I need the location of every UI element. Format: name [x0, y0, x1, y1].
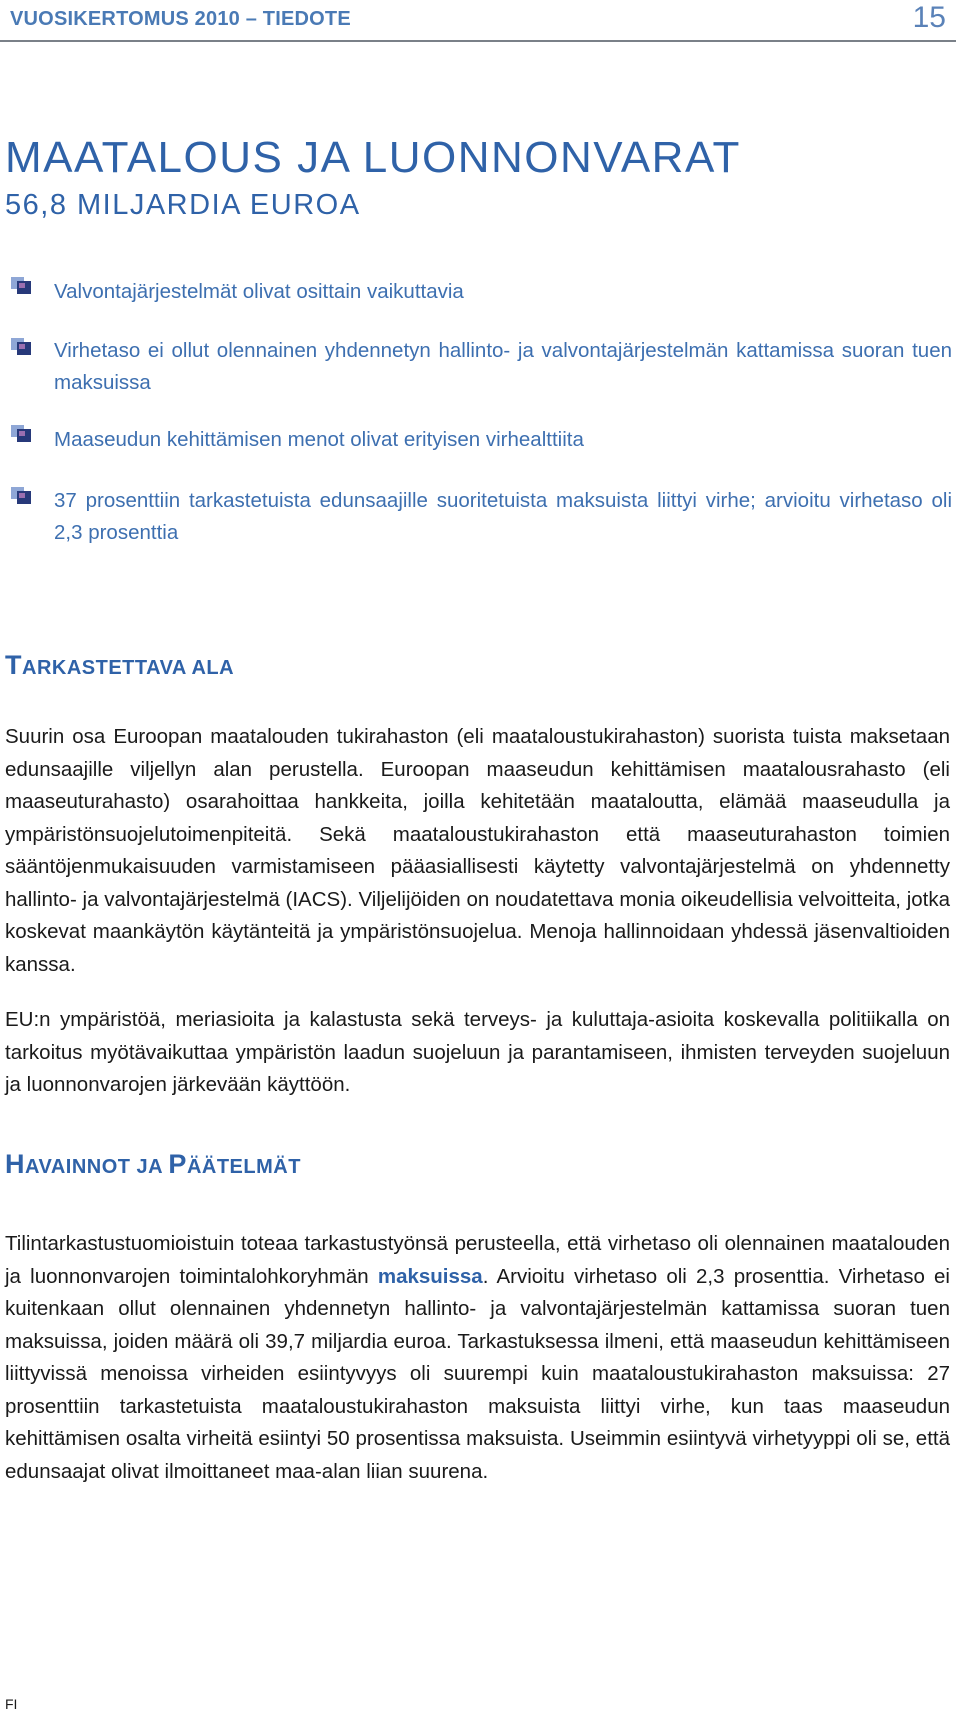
heading-initial: H: [5, 1149, 25, 1179]
paragraph-scope-1: Suurin osa Euroopan maatalouden tukirahaston (eli maataloustukirahaston) suorista tuista maksetaan edunsaajille viljellyn alan perustella. Euroopan maaseudun kehittämisen maatalousrahasto (eli maaseuturahasto) osarahoittaa hankkeita, joilla kehitetään maataloutta, elämää maaseudulla ja ympäristönsuojelutoimenpiteitä. Sekä maataloustukirahaston että maaseuturahaston toimien sääntöjenmukaisuuden varmistamiseen pääasiallisesti käytetty valvontajärjestelmä on yhdennetty hallinto- ja valvontajärjestelmä (IACS). Viljelijöiden on noudatettava monia oikeudellisia velvoitteita, jotka koskevat maankäytön käytänteitä ja ympäristönsuojelua. Menoja hallinnoidaan yhdessä jäsenvaltioiden kanssa.: [5, 725, 950, 976]
section-heading-findings: [5, 1149, 301, 1180]
key-point-text: Valvontajärjestelmät olivat osittain vaikuttavia: [54, 280, 464, 303]
findings-text-end: . Arvioitu virhetaso oli 2,3 prosenttia. Virhetaso ei kuitenkaan ollut olennainen yhdennetyn hallinto- ja valvontajärjestelmän kattamissa suoran tuen maksuissa, joiden määrä oli 39,7 miljardia euroa. Tarkastuksessa ilmeni, että maaseudun kehittämiseen liittyvissä menoissa virheiden esiintyvyys oli suurempi kuin maataloustukirahaston maksuissa: 27 prosenttiin tarkastetuista maataloustukirahaston maksuista liittyi virhe, kun taas maaseudun kehittämisen osalta virheitä esiintyi 50 prosentissa maksuista. Useimmin esiintyvä virhetyyppi oli se, että edunsaajat olivat ilmoittaneet maa-alan liian suurena.: [5, 1264, 950, 1483]
key-point-text: 37 prosenttiin tarkastetuista edunsaajille suoritetuista maksuista liittyi virhe; arvioitu virhetaso oli 2,3 prosenttia: [54, 489, 952, 544]
stacked-squares-bullet-icon: [10, 276, 34, 296]
report-label: VUOSIKERTOMUS 2010 – TIEDOTE: [10, 8, 351, 30]
heading-rest: ÄÄTELMÄT: [186, 1156, 301, 1178]
stacked-squares-bullet-icon: [10, 337, 34, 357]
stacked-squares-bullet-icon: [10, 424, 34, 444]
section-heading-audit-scope: [5, 650, 234, 681]
page-subtitle: 56,8 MILJARDIA EUROA: [5, 189, 361, 221]
page-title: MAATALOUS JA LUONNONVARAT: [5, 133, 741, 182]
key-point-text: Maaseudun kehittämisen menot olivat erityisen virhealttiita: [54, 428, 584, 451]
heading-initial: P: [168, 1149, 187, 1179]
page-header: [0, 0, 956, 42]
heading-initial: T: [5, 650, 22, 680]
findings-text-start: Tilintarkastustuomioistuin toteaa tarkastustyönsä perusteella, että virhetaso oli olennainen maatalouden ja luonnonvarojen toimintalohkoryhmän: [5, 1232, 950, 1288]
stacked-squares-bullet-icon: [10, 486, 34, 506]
language-code: FI: [5, 1696, 18, 1712]
key-point-text: Virhetaso ei ollut olennainen yhdennetyn hallinto- ja valvontajärjestelmän kattamissa suoran tuen maksuissa: [54, 339, 952, 394]
heading-rest: ARKASTETTAVA ALA: [22, 657, 235, 679]
glossary-link-maksuissa[interactable]: maksuissa: [377, 1264, 483, 1288]
heading-rest: AVAINNOT JA: [25, 1156, 169, 1178]
paragraph-scope-2: EU:n ympäristöä, meriasioita ja kalastusta sekä terveys- ja kuluttaja-asioita koskevalla politiikalla on tarkoitus myötävaikuttaa ympäristön laadun suojeluun ja parantamiseen, ihmisten terveyden suojeluun ja luonnonvarojen järkevään käyttöön.: [5, 1008, 950, 1096]
paragraph-findings: [5, 1228, 950, 1488]
page-number: 15: [912, 1, 946, 34]
